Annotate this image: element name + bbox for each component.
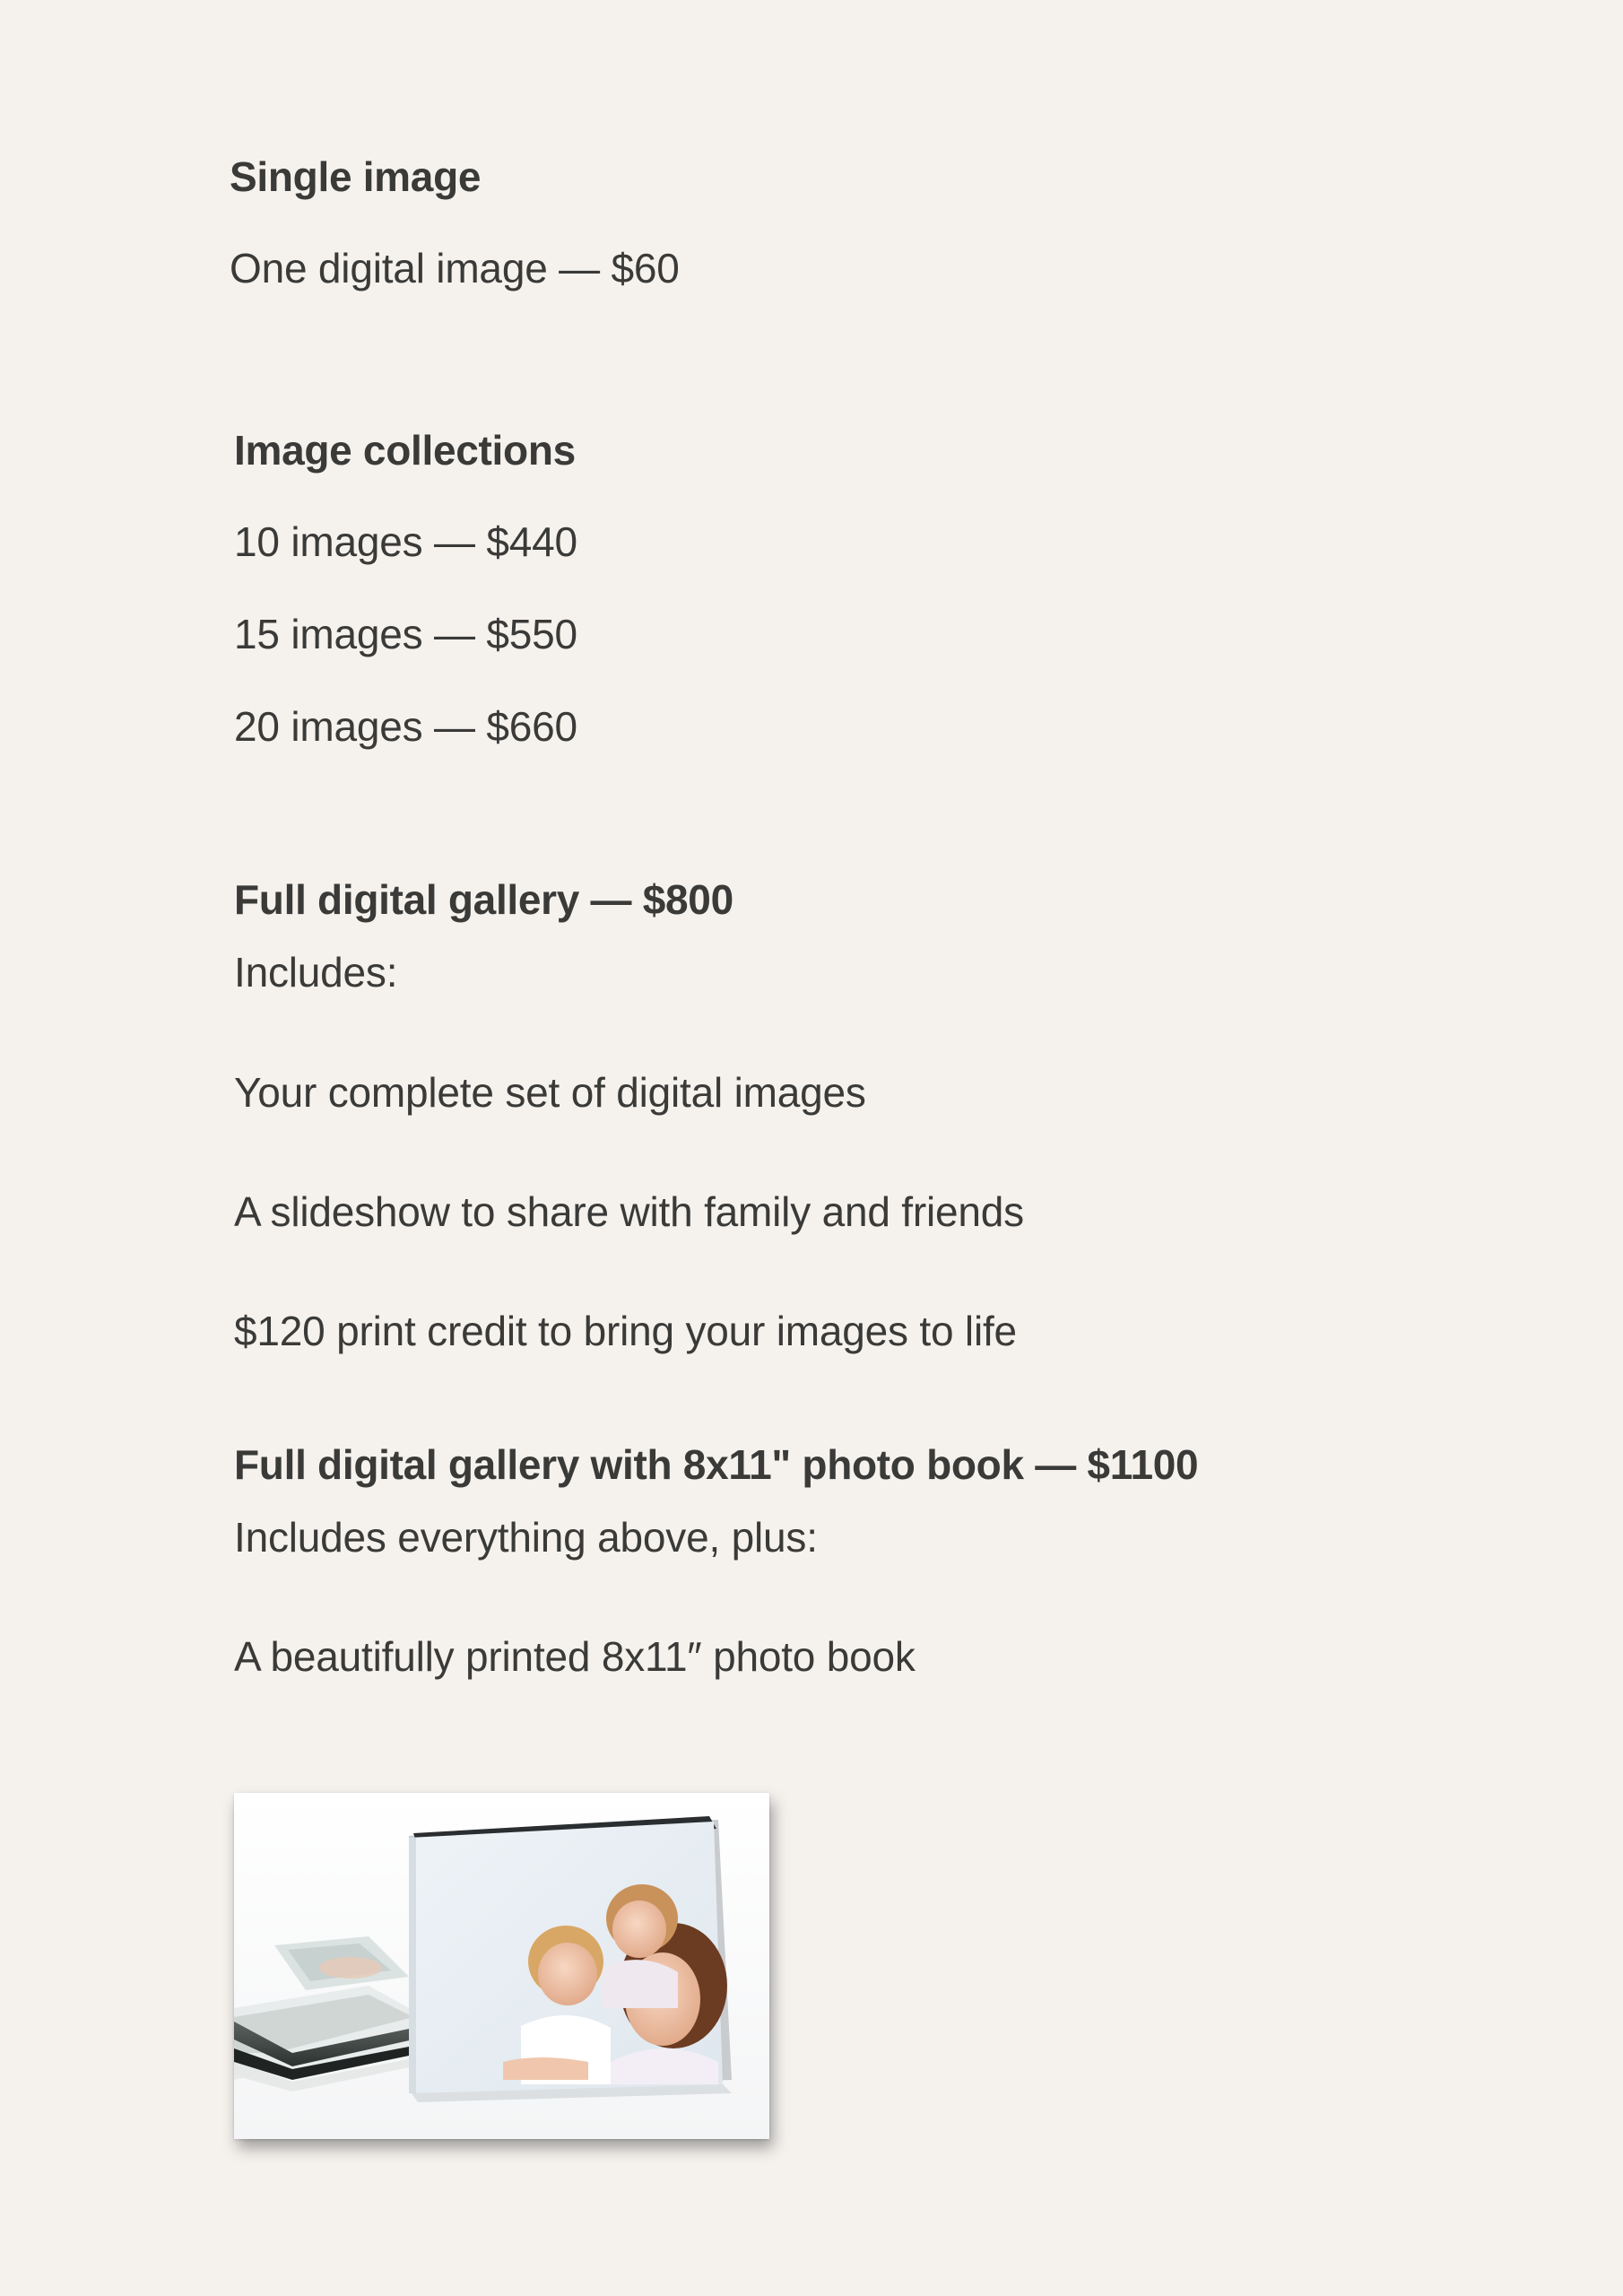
collection-item: 10 images — $440 — [234, 518, 577, 565]
single-image-price: One digital image — $60 — [230, 245, 680, 291]
single-image-heading: Single image — [230, 153, 482, 200]
gallery-book-item: A beautifully printed 8x11″ photo book — [234, 1633, 916, 1680]
full-gallery-item: $120 print credit to bring your images to life — [234, 1308, 1017, 1354]
collection-item: 15 images — $550 — [234, 611, 577, 657]
full-gallery-item: Your complete set of digital images — [234, 1069, 866, 1116]
image-collections-heading: Image collections — [234, 427, 576, 474]
main-book — [409, 1816, 732, 2102]
gallery-book-includes-label: Includes everything above, plus: — [234, 1514, 818, 1561]
gallery-book-heading: Full digital gallery with 8x11" photo book — $1100 — [234, 1441, 1199, 1488]
collection-item: 20 images — $660 — [234, 703, 577, 750]
full-gallery-includes-label: Includes: — [234, 949, 398, 996]
full-gallery-item: A slideshow to share with family and friends — [234, 1188, 1024, 1235]
photo-book-image — [234, 1793, 769, 2139]
full-gallery-heading: Full digital gallery — $800 — [234, 876, 733, 923]
photo-book-illustration — [234, 1793, 769, 2139]
